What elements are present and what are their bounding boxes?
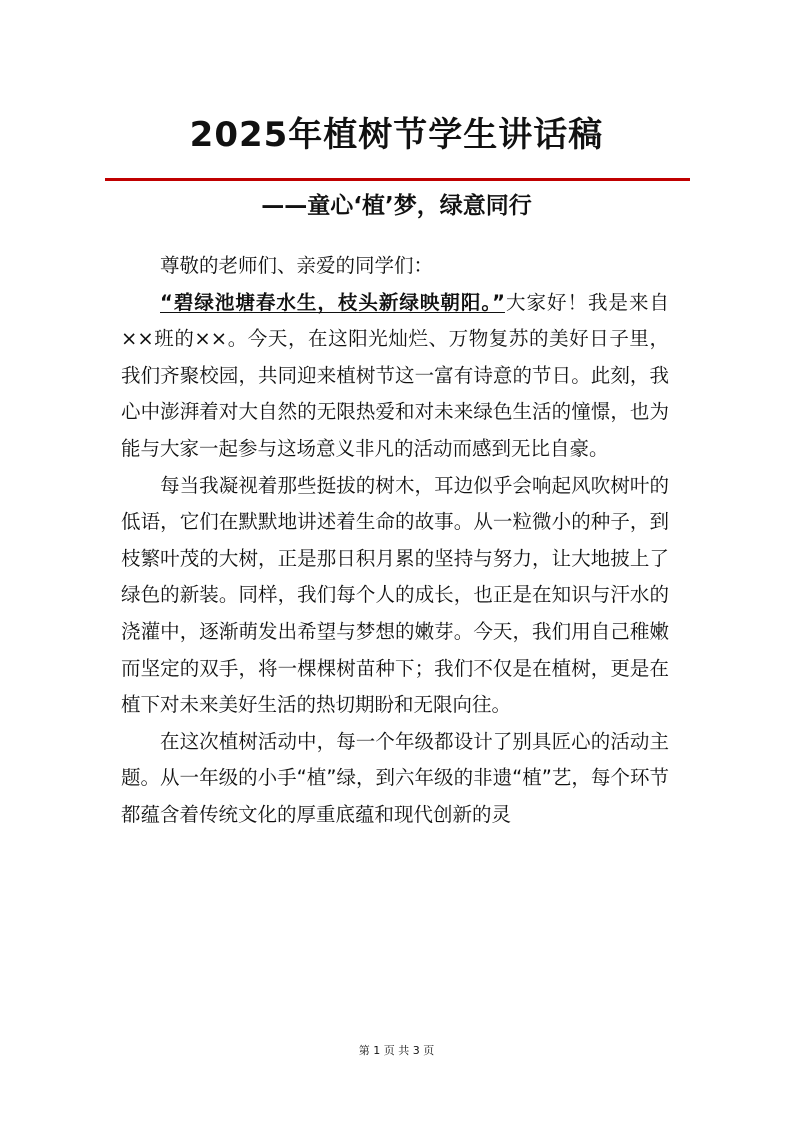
page-number: 第 1 页 共 3 页 [358, 1044, 435, 1057]
salutation: 尊敬的老师们、亲爱的同学们： [160, 254, 434, 277]
document-subtitle: ——童心‘植’梦，绿意同行 [261, 193, 532, 219]
document-body [121, 248, 669, 834]
title-divider [105, 178, 690, 181]
paragraph-3: 在这次植树活动中，每一个年级都设计了别具匠心的活动主题。从一年级的小手“植”绿，到六年级的非遗“植”艺，每个环节都蕴含着传统文化的厚重底蕴和现代创新的灵 [121, 729, 669, 826]
paragraph-1 [121, 285, 669, 468]
poem-quote: “碧绿池塘春水生，枝头新绿映朝阳。” [160, 290, 505, 314]
paragraph-2: 每当我凝视着那些挺拔的树木，耳边似乎会响起风吹树叶的低语，它们在默默地讲述着生命的故事。从一粒微小的种子，到枝繁叶茂的大树，正是那日积月累的坚持与努力，让大地披上了绿色的新装。同样，我们每个人的成长，也正是在知识与汗水的浇灌中，逐渐萌发出希望与梦想的嫩芽。今天，我们用自己稚嫩而坚定的双手，将一棵棵树苗种下；我们不仅是在植树，更是在植下对未来美好生活的热切期盼和无限向往。 [121, 473, 669, 717]
document-title: 2025年植树节学生讲话稿 [189, 115, 604, 155]
paragraph-1-text: 大家好！我是来自××班的××。今天，在这阳光灿烂、万物复苏的美好日子里，我们齐聚校园，共同迎来植树节这一富有诗意的节日。此刻，我心中澎湃着对大自然的无限热爱和对未来绿色生活的憧憬，也为能与大家一起参与这场意义非凡的活动而感到无比自豪。 [121, 290, 669, 460]
